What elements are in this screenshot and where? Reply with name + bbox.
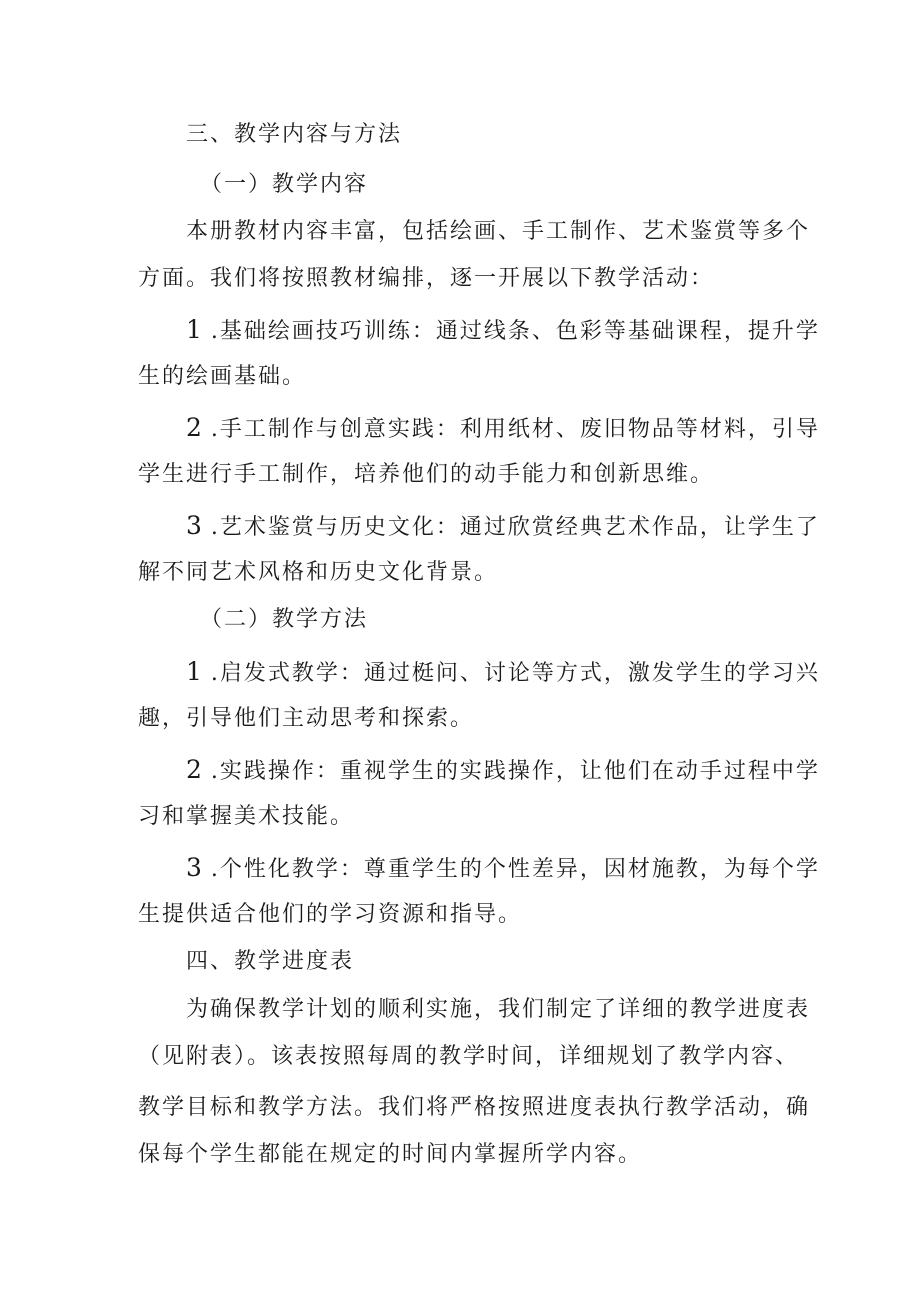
- list-item-text: .基础绘画技巧训练：通过线条、色彩等基础课程，提升学: [201, 319, 820, 344]
- list-item-line: 生的绘画基础。: [138, 364, 307, 389]
- list-item-line: [0, 413, 920, 445]
- list-item-text: .启发式教学：通过梃问、讨论等方式，激发学生的学习兴: [201, 661, 820, 686]
- list-item-line: 生提供适合他们的学习资源和指导。: [138, 902, 523, 927]
- paragraph-line: 为确保教学计划的顺利实施，我们制定了详细的教学进度表: [186, 997, 811, 1022]
- list-item-number: 3: [186, 853, 202, 882]
- paragraph-line: 保每个学生都能在规定的时间内掌握所学内容。: [138, 1142, 643, 1167]
- list-item-line: [0, 511, 920, 543]
- list-item-text: .个性化教学：尊重学生的个性差异，因材施教，为每个学: [201, 857, 820, 882]
- list-item-line: 趣，引导他们主动思考和探索。: [138, 706, 475, 731]
- list-item-line: [0, 657, 920, 689]
- subsection-heading: （一）教学内容: [200, 172, 369, 197]
- paragraph-line: （见附表）。该表按照每周的教学时间，详细规划了教学内容、: [138, 1044, 800, 1069]
- list-item-text: .实践操作：重视学生的实践操作，让他们在动手过程中学: [201, 759, 820, 784]
- list-item-number: 3: [186, 511, 202, 540]
- paragraph-line: 方面。我们将按照教材编排，逐一开展以下教学活动：: [138, 266, 715, 291]
- list-item-text: .手工制作与创意实践：利用纸材、废旧物品等材料，引导: [201, 417, 820, 442]
- list-item-line: 学生进行手工制作，培养他们的动手能力和创新思维。: [138, 462, 715, 487]
- list-item-number: 2: [186, 755, 202, 784]
- list-item-number: 2: [186, 413, 202, 442]
- section-heading: 三、教学内容与方法: [186, 122, 403, 147]
- list-item-number: 1: [186, 315, 202, 344]
- paragraph-line: 本册教材内容丰富，包括绘画、手工制作、艺术鉴赏等多个: [186, 219, 811, 244]
- list-item-line: 习和掌握美术技能。: [138, 804, 355, 829]
- list-item-line: [0, 315, 920, 347]
- paragraph-line: 教学目标和教学方法。我们将严格按照进度表执行教学活动，确: [138, 1095, 811, 1120]
- list-item-text: .艺术鉴赏与历史文化：通过欣赏经典艺术作品，让学生了: [201, 515, 820, 540]
- list-item-line: [0, 853, 920, 885]
- subsection-heading: （二）教学方法: [200, 607, 369, 632]
- list-item-number: 1: [186, 657, 202, 686]
- list-item-line: [0, 755, 920, 787]
- list-item-line: 解不同艺术风格和历史文化背景。: [138, 560, 499, 585]
- section-heading: 四、教学进度表: [186, 949, 355, 974]
